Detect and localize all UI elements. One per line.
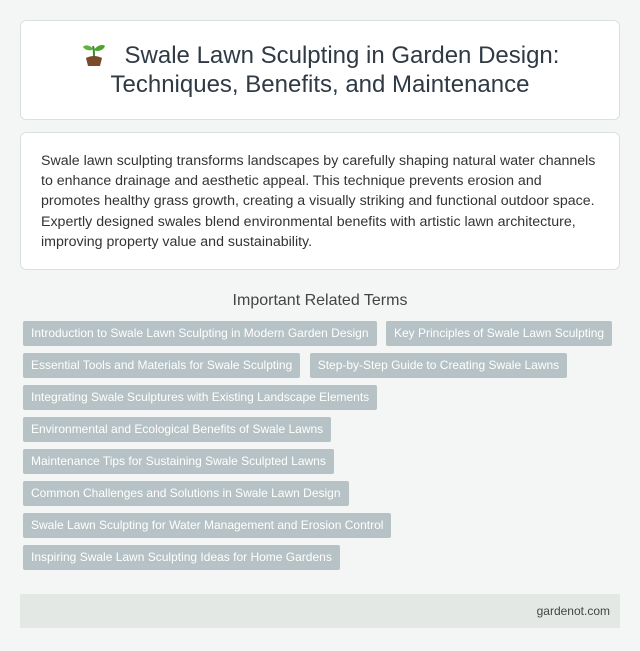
related-term-tag[interactable]: Common Challenges and Solutions in Swale Lawn Design <box>23 481 349 506</box>
related-term-tag[interactable]: Introduction to Swale Lawn Sculpting in Modern Garden Design <box>23 321 377 346</box>
page-title <box>81 41 560 99</box>
related-term-tag[interactable]: Swale Lawn Sculpting for Water Management and Erosion Control <box>23 513 391 538</box>
sprout-icon <box>81 41 107 67</box>
related-term-tag[interactable]: Inspiring Swale Lawn Sculpting Ideas for Home Gardens <box>23 545 340 570</box>
related-terms-heading: Important Related Terms <box>232 292 408 309</box>
intro-card <box>20 132 620 270</box>
related-term-tag[interactable]: Step-by-Step Guide to Creating Swale Lawns <box>310 353 567 378</box>
related-term-tag[interactable]: Key Principles of Swale Lawn Sculpting <box>386 321 612 346</box>
title-card <box>20 20 620 120</box>
footer-site-link[interactable]: gardenot.com <box>536 604 610 618</box>
related-term-tag[interactable]: Integrating Swale Sculptures with Existing Landscape Elements <box>23 385 377 410</box>
intro-text: Swale lawn sculpting transforms landscapes by carefully shaping natural water channels to enhance drainage and aesthetic appeal. This technique prevents erosion and promotes healthy grass growth, creating a visually striking and functional outdoor space. Expertly designed swales blend environmental benefits with artistic lawn architecture, improving property value and sustainability. <box>41 153 596 250</box>
related-term-tag[interactable]: Essential Tools and Materials for Swale Sculpting <box>23 353 300 378</box>
title-line-1: Swale Lawn Sculpting in Garden Design: <box>124 42 560 69</box>
related-terms-list <box>20 321 620 577</box>
related-term-tag[interactable]: Environmental and Ecological Benefits of Swale Lawns <box>23 417 331 442</box>
related-term-tag[interactable]: Maintenance Tips for Sustaining Swale Sculpted Lawns <box>23 449 334 474</box>
title-line-2: Techniques, Benefits, and Maintenance <box>110 71 530 98</box>
footer <box>20 594 620 628</box>
